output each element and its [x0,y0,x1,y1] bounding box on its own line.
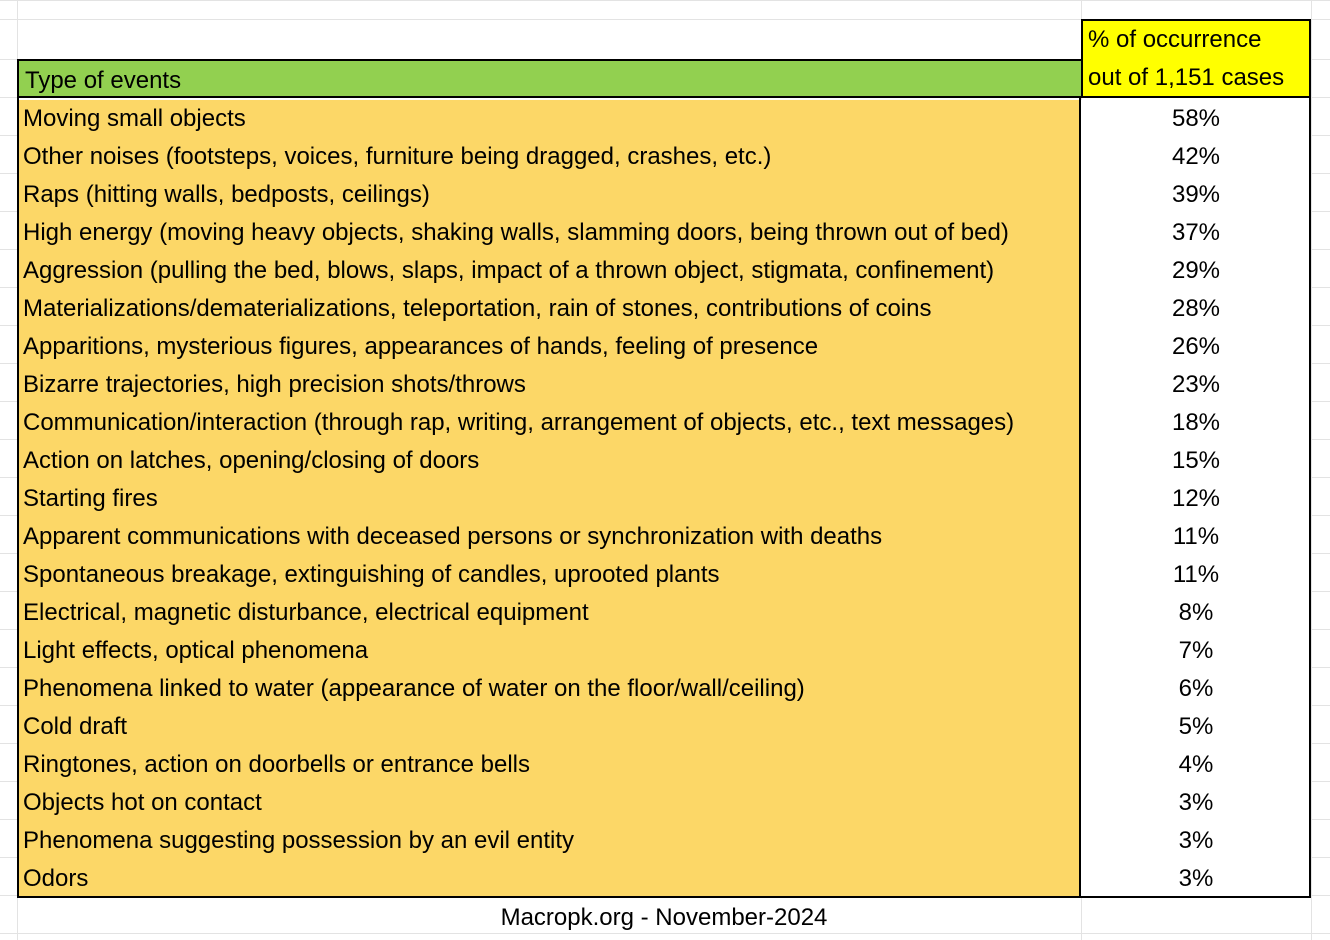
event-type-cell[interactable]: Bizarre trajectories, high precision shots/throws [17,366,1081,404]
occurrence-percent-cell[interactable]: 15% [1081,442,1311,480]
event-type-cell[interactable]: Cold draft [17,708,1081,746]
header-percent-occurrence[interactable] [1081,19,1311,98]
event-type-cell[interactable]: Raps (hitting walls, bedposts, ceilings) [17,176,1081,214]
event-type-cell[interactable]: Aggression (pulling the bed, blows, slaps, impact of a thrown object, stigmata, confinement) [17,252,1081,290]
occurrence-percent-cell[interactable]: 12% [1081,480,1311,518]
occurrence-percent-cell[interactable]: 3% [1081,822,1311,860]
event-type-cell[interactable]: Apparitions, mysterious figures, appearances of hands, feeling of presence [17,328,1081,366]
event-type-cell[interactable]: High energy (moving heavy objects, shaking walls, slamming doors, being thrown out of bed) [17,214,1081,252]
event-type-cell[interactable]: Ringtones, action on doorbells or entrance bells [17,746,1081,784]
header-percent-line1: % of occurrence [1088,26,1262,53]
occurrence-percent-cell[interactable]: 18% [1081,404,1311,442]
occurrence-percent-cell[interactable]: 3% [1081,860,1311,898]
event-type-cell[interactable]: Other noises (footsteps, voices, furniture being dragged, crashes, etc.) [17,138,1081,176]
event-type-cell[interactable]: Action on latches, opening/closing of doors [17,442,1081,480]
occurrence-percent-cell[interactable]: 37% [1081,214,1311,252]
occurrence-percent-cell[interactable]: 5% [1081,708,1311,746]
occurrence-percent-cell[interactable]: 11% [1081,556,1311,594]
occurrence-percent-cell[interactable]: 28% [1081,290,1311,328]
event-type-cell[interactable]: Electrical, magnetic disturbance, electrical equipment [17,594,1081,632]
occurrence-percent-cell[interactable]: 42% [1081,138,1311,176]
occurrence-percent-cell[interactable]: 4% [1081,746,1311,784]
event-type-cell[interactable]: Spontaneous breakage, extinguishing of candles, uprooted plants [17,556,1081,594]
occurrence-percent-cell[interactable]: 11% [1081,518,1311,556]
event-type-cell[interactable]: Starting fires [17,480,1081,518]
header-type-of-events[interactable]: Type of events [17,59,1081,98]
event-type-cell[interactable]: Apparent communications with deceased persons or synchronization with deaths [17,518,1081,556]
event-type-cell[interactable]: Light effects, optical phenomena [17,632,1081,670]
header-percent-line2: out of 1,151 cases [1088,64,1285,91]
occurrence-percent-cell[interactable]: 3% [1081,784,1311,822]
event-type-cell[interactable]: Phenomena suggesting possession by an evil entity [17,822,1081,860]
event-type-cell[interactable]: Odors [17,860,1081,898]
occurrence-percent-cell[interactable]: 58% [1081,100,1311,138]
occurrence-percent-cell[interactable]: 39% [1081,176,1311,214]
event-type-cell[interactable]: Objects hot on contact [17,784,1081,822]
event-type-cell[interactable]: Phenomena linked to water (appearance of water on the floor/wall/ceiling) [17,670,1081,708]
occurrence-percent-cell[interactable]: 29% [1081,252,1311,290]
source-footer[interactable]: Macropk.org - November-2024 [500,904,828,931]
occurrence-percent-cell[interactable]: 26% [1081,328,1311,366]
event-type-cell[interactable]: Moving small objects [17,100,1081,138]
occurrence-percent-cell[interactable]: 6% [1081,670,1311,708]
occurrence-percent-cell[interactable]: 23% [1081,366,1311,404]
event-type-cell[interactable]: Communication/interaction (through rap, writing, arrangement of objects, etc., text messages) [17,404,1081,442]
occurrence-percent-cell[interactable]: 7% [1081,632,1311,670]
event-type-cell[interactable]: Materializations/dematerializations, teleportation, rain of stones, contributions of coins [17,290,1081,328]
occurrence-percent-cell[interactable]: 8% [1081,594,1311,632]
